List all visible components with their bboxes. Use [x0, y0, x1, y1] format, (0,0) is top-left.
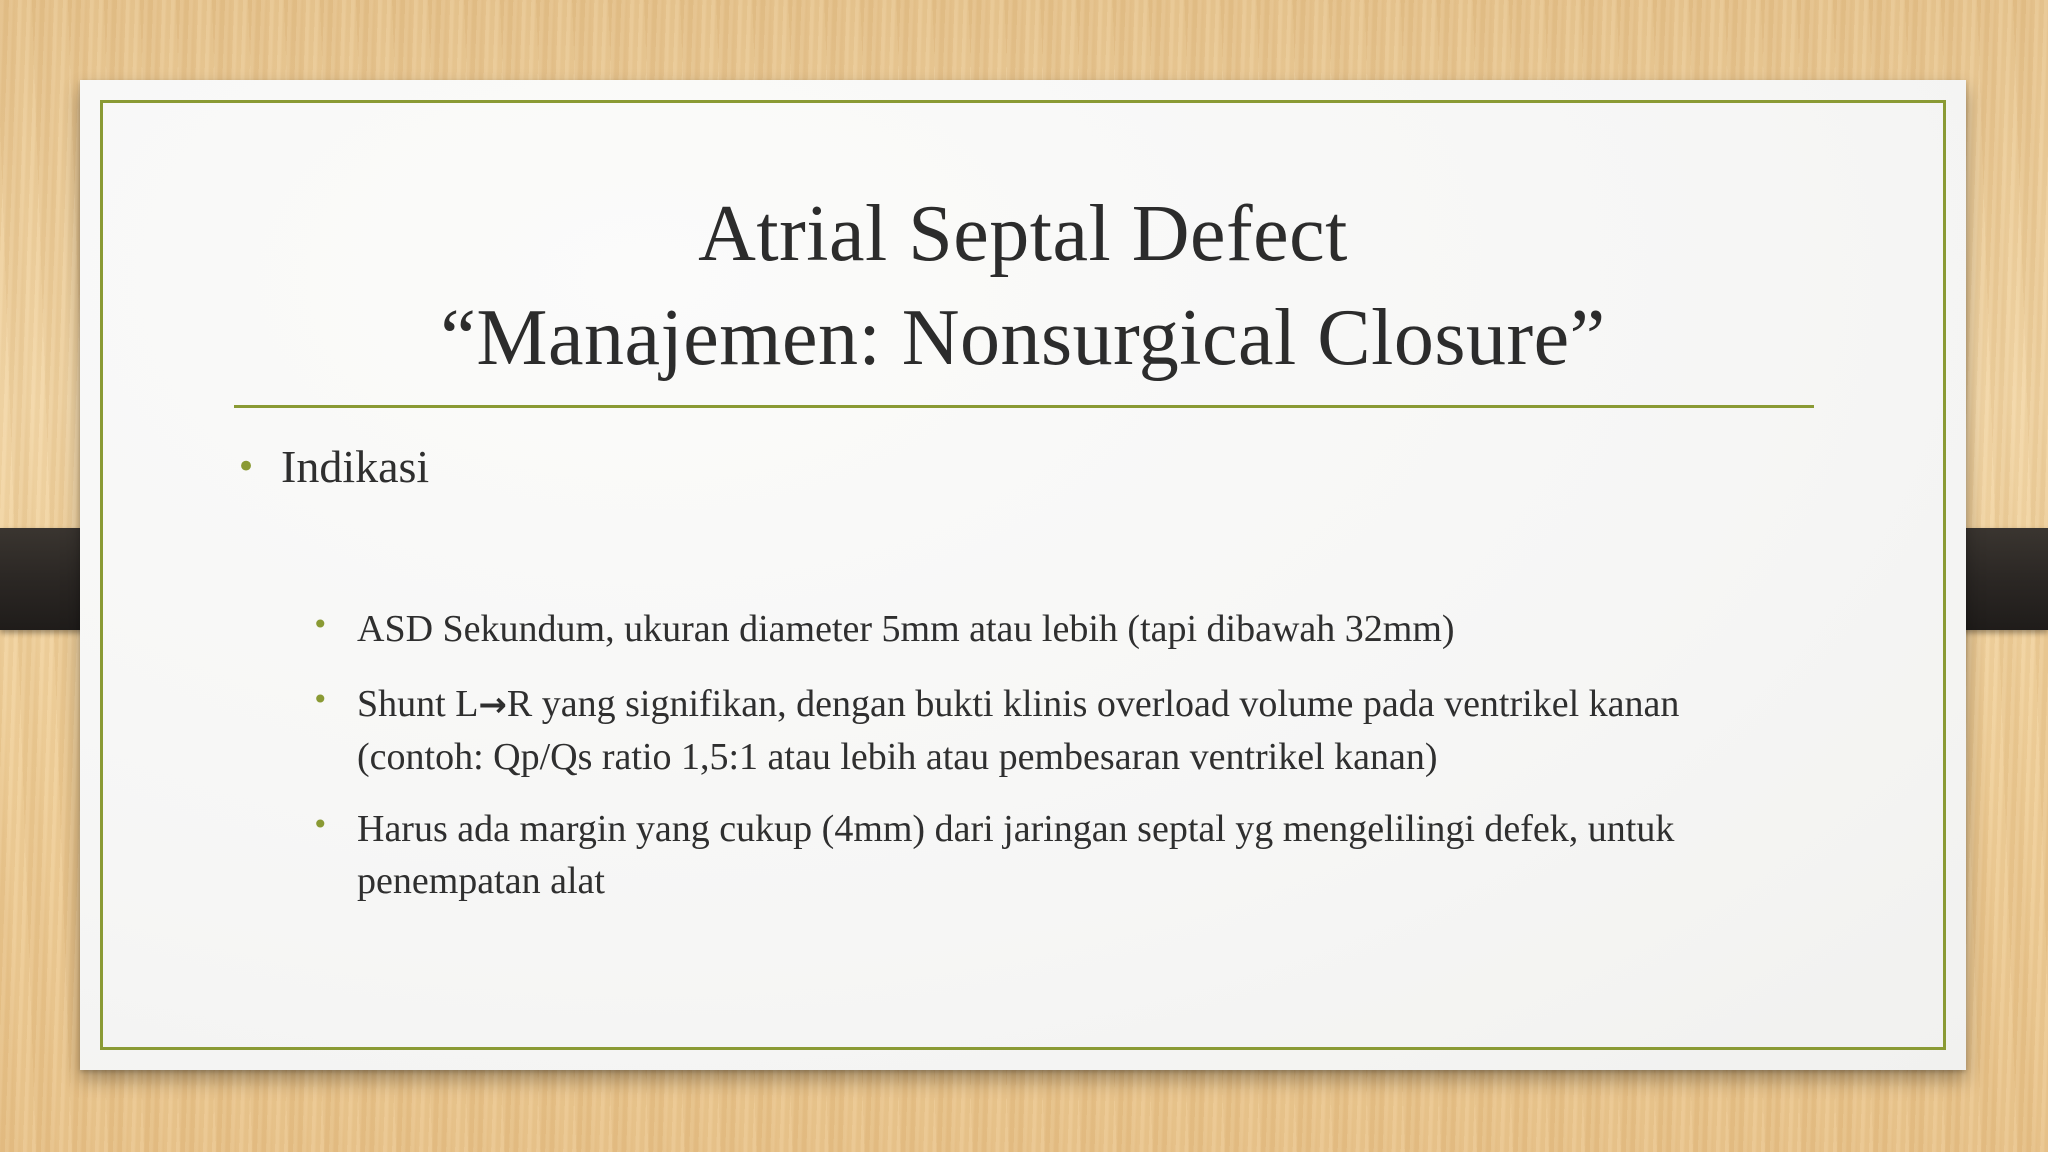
bullet-dot-icon: •: [312, 608, 329, 641]
slide-paper: [80, 80, 1966, 1070]
shunt-text-after: R yang signifikan, dengan bukti klinis overload volume pada ventrikel kanan: [506, 683, 1680, 725]
sub-bullet-line: penempatan alat: [357, 860, 605, 902]
sub-bullet-line: ASD Sekundum, ukuran diameter 5mm atau lebih (tapi dibawah 32mm): [357, 608, 1455, 650]
bullet-label: Indikasi: [281, 441, 430, 492]
title-line-1: Atrial Septal Defect: [698, 190, 1348, 278]
title-line-2: “Manajemen: Nonsurgical Closure”: [440, 294, 1606, 382]
slide-body: [80, 80, 1966, 1070]
bullet-dot-icon: •: [236, 447, 257, 487]
shunt-text-before: Shunt L: [357, 683, 479, 725]
bullet-dot-icon: •: [312, 683, 329, 716]
bullet-dot-icon: •: [312, 808, 329, 841]
sub-bullet-line: (contoh: Qp/Qs ratio 1,5:1 atau lebih atau pembesaran ventrikel kanan): [357, 736, 1438, 778]
arrow-right-icon: →: [478, 685, 507, 725]
sub-bullet-line: Harus ada margin yang cukup (4mm) dari jaringan septal yg mengelilingi defek, untuk: [357, 808, 1675, 850]
sub-bullet-line: [357, 678, 1847, 731]
